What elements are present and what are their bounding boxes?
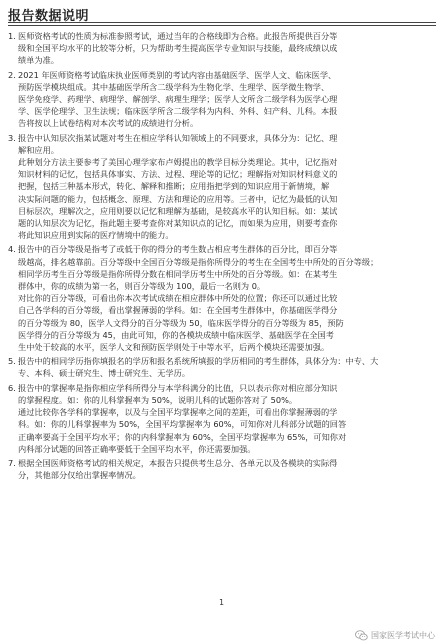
paragraph-line: 2021 年医师资格考试临床执业医师类别的考试内容由基础医学、医学人文、临床医学、 [18,69,337,80]
list-item-number: 3. [8,132,16,143]
wechat-icon [355,630,368,641]
paragraph-line: 报告中的相同学历指你填报名的学历和报名系统所填报的学历相同的考生群体，具体分为：中专、大 [18,356,379,367]
paragraph-line: 内科部分试题的回答正确率要低于全国平均水平，你还需要加强。 [18,443,256,454]
page-title: 报告数据说明 [8,9,90,24]
list-item [8,69,436,130]
paragraph-line: 生中处于较高的水平，医学人文和预防医学则处于中等水平，后两个模块还需要加强。 [18,342,330,353]
paragraph-line: 目标层次，理解次之，应用则要以记忆和理解为基础，是较高水平的认知目标。如：某试 [18,205,338,216]
paragraph-line: 群体中，你的成绩为第一名，则百分等级为 100，最后一名则为 0。 [18,281,266,292]
paragraph-line: 预防医学模块组成。其中基础医学所含二级学科为生物化学、生理学、医学微生物学、 [18,81,330,92]
paragraph-line: 绩单为准。 [18,55,59,66]
list-item-number: 7. [8,457,16,468]
paragraph-line: 专、本科、硕士研究生、博士研究生、无学历。 [18,368,190,379]
paragraph-line: 告将按以上试卷结构对本次考试的成绩进行分析。 [18,118,199,129]
paragraph-line: 科。如：你的儿科掌握率为 50%，全国平均掌握率为 60%，可知你对儿科部分试题的回答 [18,419,347,430]
list-item-number: 6. [8,382,16,393]
list-item-number: 2. [8,69,16,80]
title-rule-bottom [8,25,436,26]
paragraph-line: 报告中认知层次指某试题对考生在相应学科认知领域上的不同要求，具体分为：记忆、理 [18,132,338,143]
paragraph-line: 医学免疫学、药理学、病理学、解剖学、病理生理学；医学人文所含二级学科为医学心理 [18,94,338,105]
paragraph-line: 解和应用。 [18,144,59,155]
paragraph-line: 医师资格考试的性质为标准参照考试，通过当年的合格线即为合格。此报告所提供百分等 [18,31,338,41]
paragraph-line: 根据全国医师资格考试的相关规定，本报告只提供考生总分、各单元以及各模块的实际得 [18,457,338,468]
list-item [8,355,436,379]
paragraph-line: 通过比较你各学科的掌握率，以及与全国平均掌握率之间的差距，可看出你掌握薄弱的学 [18,407,338,418]
paragraph-line: 对比你的百分等级，可看出你本次考试成绩在相应群体中所处的位置；你还可以通过比较 [18,293,338,304]
watermark [355,628,435,642]
list-item-number: 1. [8,31,16,41]
paragraph-line: 报告中的百分等级是指考了或低于你的得分的考生数占相应考生群体的百分比，即百分等 [18,244,338,255]
list-item [8,243,436,353]
list-item [8,457,436,481]
paragraph-line: 的百分等级为 80，医学人文得分的百分等级为 50，临床医学得分的百分等级为 85，预防 [18,317,344,328]
paragraph-line: 学、医学伦理学、卫生法规；临床医学所含二级学科为内科、外科、妇产科、儿科。本报 [18,106,338,117]
paragraph-line: 知识材料的记忆，包括具体事实、方法、过程、理论等的记忆；理解指对知识材料意义的 [18,169,338,180]
notes-list [8,30,436,483]
list-item [8,382,436,455]
list-item [8,30,436,67]
paragraph-line: 医学得分的百分等级为 45，由此可知，你的各模块成绩中临床医学、基础医学在全国考 [18,329,334,340]
paragraph-line: 把握，包括三种基本形式，转化、解释和推断；应用指把学到的知识应用于新情境，解 [18,181,330,192]
list-item [8,132,436,242]
paragraph-line: 将此知识应用到实际的医疗情境中的能力。 [18,230,174,241]
paragraph-line: 报告中的掌握率是指你相应学科所得分与本学科满分的比值，只以表示你对相应部分知识 [18,382,338,393]
paragraph-line: 级越高，排名越靠前。百分等级中全国百分等级是指你所得分的考生在全国考生中所处的百分等级； [18,256,379,267]
paragraph-line: 自己各学科的百分等级，看出掌握薄弱的学科。如：在全国考生群体中，你基础医学得分 [18,305,338,316]
paragraph-line: 级和全国平均水平的比较等分析，只为帮助考生提高医学专业知识与技能，最终成绩以成 [18,43,338,54]
page-number: 1 [218,598,225,607]
paragraph-line: 正确率要高于全国平均水平；你的内科掌握率为 60%，全国平均掌握率为 65%，可知你对 [18,431,347,442]
paragraph-line: 决实际问题的能力，包括概念、原理、方法和理论的应用等。三者中，记忆为最低的认知 [18,193,338,204]
title-rule-top [8,22,436,23]
paragraph-line: 此种划分方法主要参考了美国心理学家布卢姆提出的教学目标分类理论。其中，记忆指对 [18,157,338,168]
paragraph-line: 分，其他部分仅给出掌握率情况。 [18,470,141,481]
list-item-number: 4. [8,244,16,255]
paragraph-line: 的掌握程度。如：你的儿科掌握率为 50%，说明儿科的试题你答对了 50%。 [18,394,298,405]
watermark-text: 国家医学考试中心 [371,630,435,640]
list-item-number: 5. [8,356,16,367]
paragraph-line: 题的认知层次为记忆，指此题主要考查你对某知识点的记忆，而如果为应用，则要考查你 [18,218,338,229]
paragraph-line: 相同学历考生百分等级是指你所得分数在相同学历考生中所处的百分等级。如：在某考生 [18,268,338,279]
